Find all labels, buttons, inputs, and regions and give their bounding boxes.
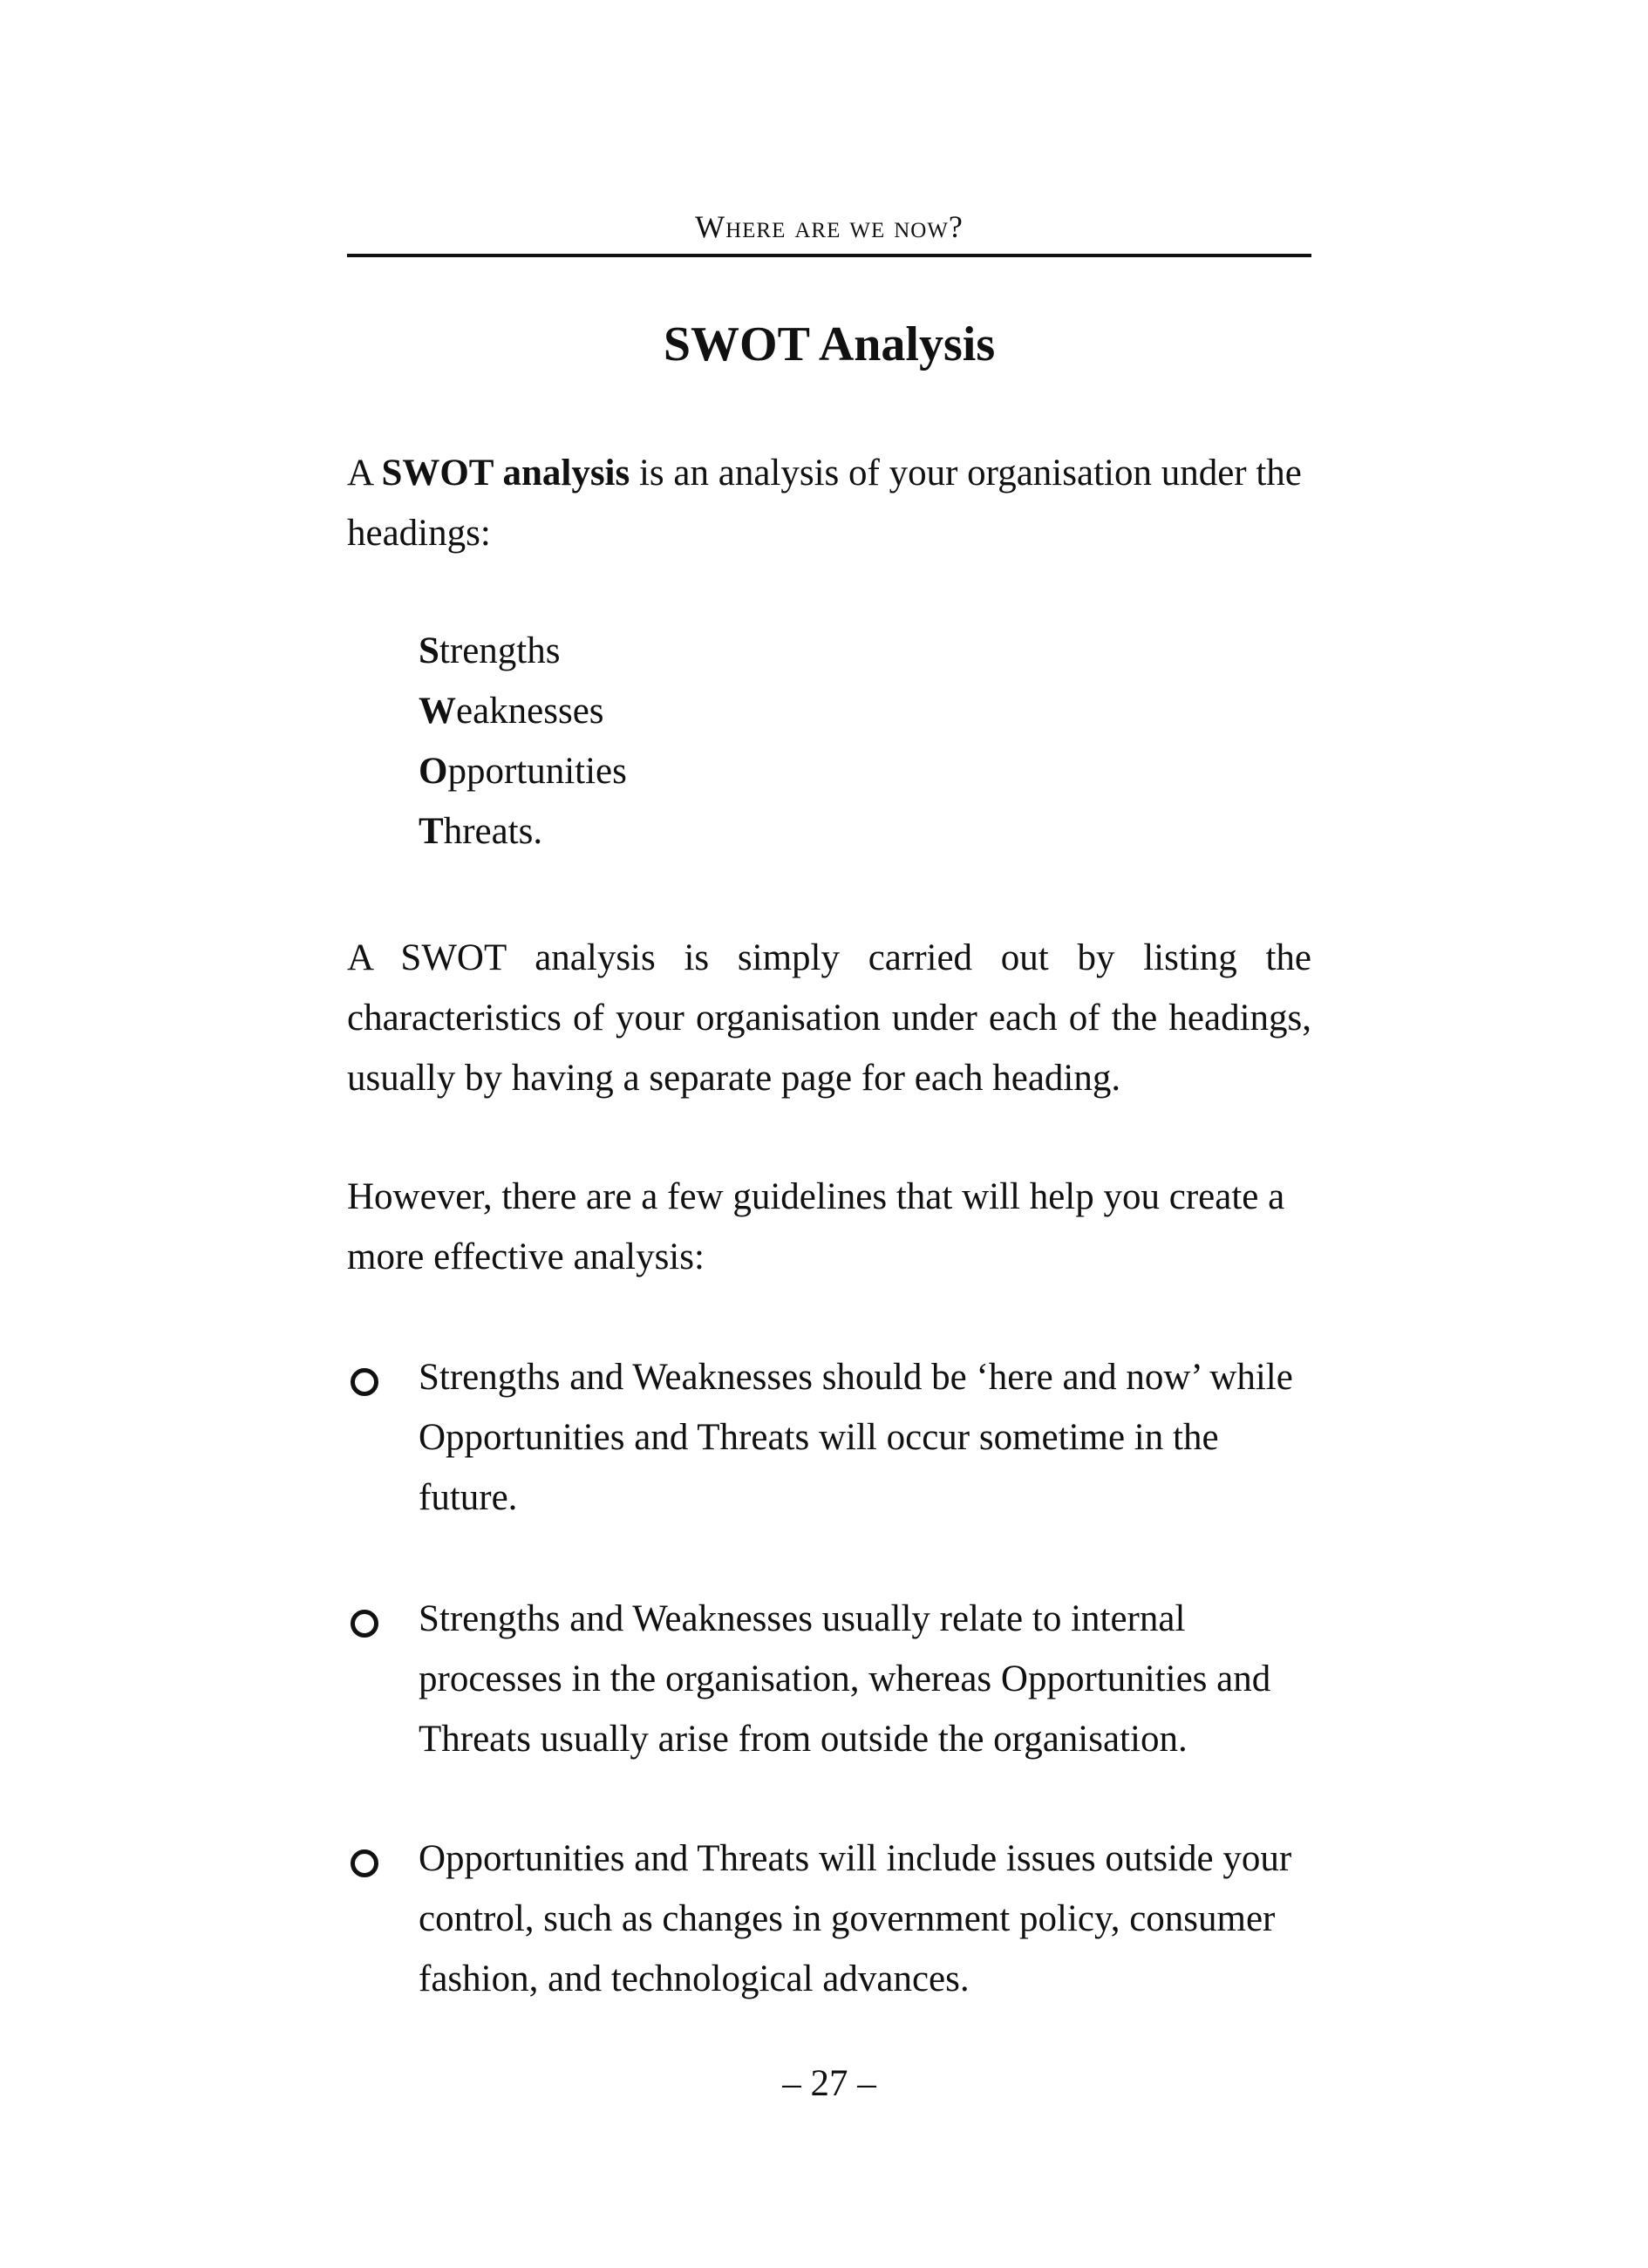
- running-head: Where are we now?: [695, 209, 964, 244]
- swot-rest: hreats.: [443, 811, 543, 852]
- guideline-text: Strengths and Weaknesses usually relate to internal processes in the organisation, whereas Opportunities and Threats usually arise from outside the organisation.: [419, 1598, 1271, 1760]
- circle-bullet-icon: [351, 1368, 378, 1396]
- swot-rest: trengths: [439, 630, 561, 671]
- swot-item-opportunities: [419, 741, 627, 801]
- swot-initial: S: [419, 630, 439, 671]
- intro-lead: A: [347, 453, 382, 494]
- swot-item-weaknesses: [419, 681, 627, 741]
- header-rule: [347, 254, 1311, 257]
- swot-initial: W: [419, 691, 456, 732]
- method-paragraph: A SWOT analysis is simply carried out by listing the characteristics of your organisation under each of the headings, usually by having a separate page for each heading.: [347, 937, 1311, 1099]
- intro-paragraph: [347, 443, 1311, 563]
- guideline-text: Opportunities and Threats will include issues outside your control, such as changes in government policy, consumer fashion, and technological advances.: [419, 1838, 1292, 1999]
- guidelines-intro-paragraph: However, there are a few guidelines that will help you create a more effective analysis:: [347, 1176, 1285, 1277]
- circle-bullet-icon: [351, 1849, 378, 1877]
- swot-rest: eaknesses: [456, 691, 604, 732]
- swot-heading-list: [419, 621, 627, 862]
- intro-rest: is an analysis of your organisation under the headings:: [347, 453, 1302, 554]
- swot-item-threats: [419, 801, 627, 862]
- swot-initial: O: [419, 751, 448, 792]
- swot-initial: T: [419, 811, 444, 852]
- circle-bullet-icon: [351, 1610, 378, 1638]
- swot-rest: pportunities: [447, 751, 627, 792]
- intro-term: SWOT analysis: [381, 453, 630, 494]
- page-title: SWOT Analysis: [663, 317, 996, 371]
- swot-item-strengths: [419, 621, 627, 681]
- page-number: – 27 –: [782, 2063, 876, 2104]
- guideline-text: Strengths and Weaknesses should be ‘here and now’ while Opportunities and Threats will occur sometime in the future.: [419, 1357, 1293, 1518]
